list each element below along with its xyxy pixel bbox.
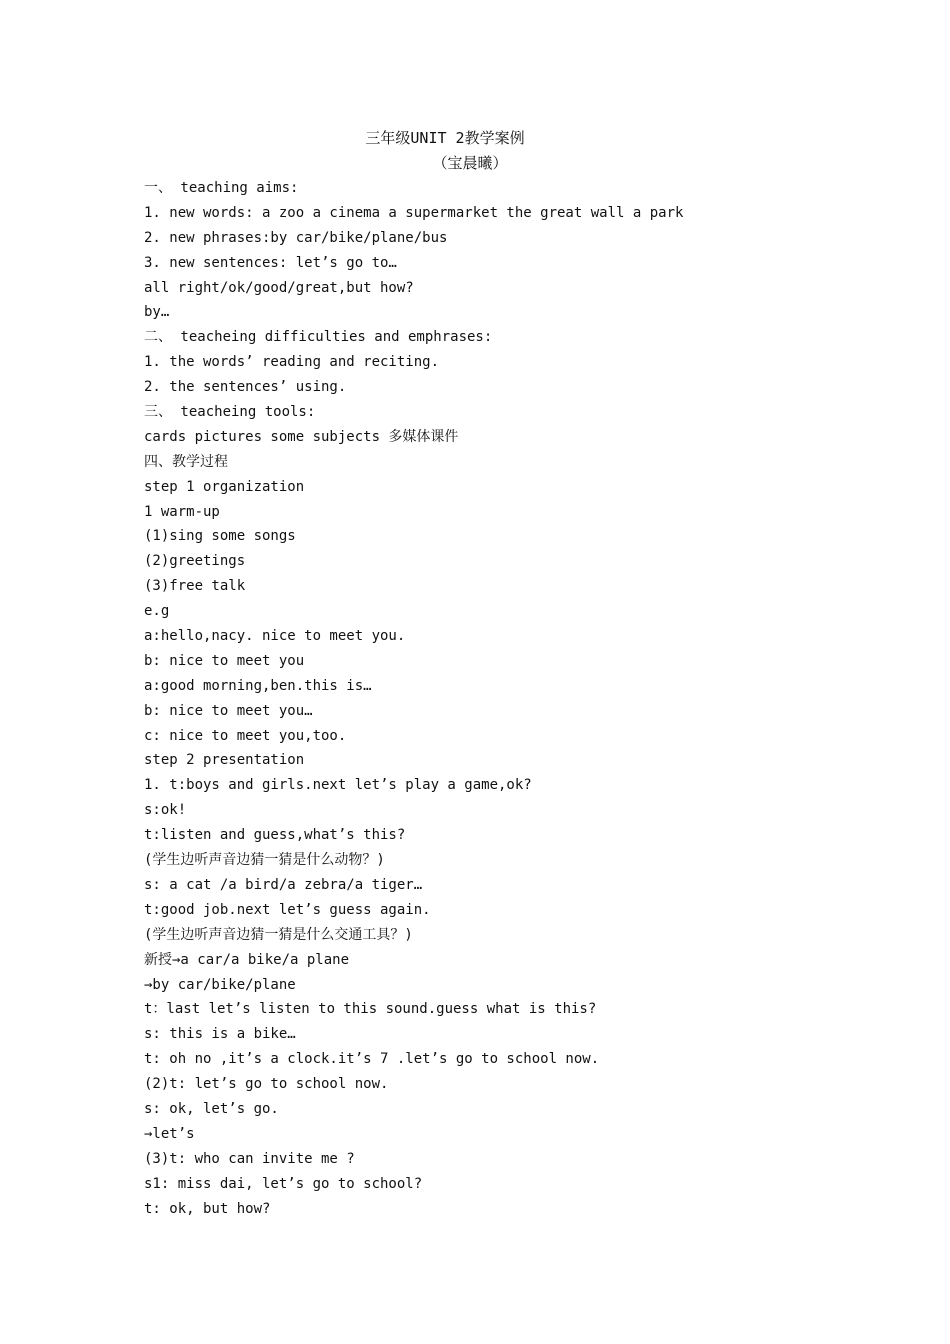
text-line: (2)greetings <box>144 553 246 570</box>
text-line: 3. new sentences: let’s go to… <box>144 254 397 271</box>
text-line: s: a cat /a bird/a zebra/a tiger… <box>144 876 423 893</box>
text-line: a:hello,nacy. nice to meet you. <box>144 628 406 645</box>
text-line: e.g <box>144 603 170 620</box>
text-line: (3)t: who can invite me ? <box>144 1150 355 1167</box>
text-line: t:good job.next let’s guess again. <box>144 901 431 918</box>
text-line: t:listen and guess,what’s this? <box>144 827 406 844</box>
text-line: t: oh no ,it’s a clock.it’s 7 .let’s go to school now. <box>144 1051 600 1068</box>
text-line: 2. the sentences’ using. <box>144 379 347 396</box>
text-line: step 1 organization <box>144 478 305 495</box>
text-line: step 2 presentation <box>144 752 305 769</box>
text-line: s: this is a bike… <box>144 1026 296 1043</box>
text-line: →by car/bike/plane <box>144 976 296 993</box>
text-line: (2)t: let’s go to school now. <box>144 1076 389 1093</box>
text-line: all right/ok/good/great,but how? <box>144 279 414 296</box>
text-line: s:ok! <box>144 802 187 819</box>
text-line: by… <box>144 304 170 321</box>
text-line: 一、 teaching aims: <box>144 180 299 196</box>
text-line: a:good morning,ben.this is… <box>144 677 372 694</box>
text-line: 四、教学过程 <box>144 453 228 470</box>
text-line: 1. t:boys and girls.next let’s play a game,ok? <box>144 777 532 794</box>
text-line: (学生边听声音边猜一猜是什么交通工具？) <box>144 926 413 943</box>
document-body <box>144 178 924 1223</box>
text-line: 1. the words’ reading and reciting. <box>144 354 440 371</box>
text-line: 1. new words: a zoo a cinema a supermarket the great wall a park <box>144 204 684 221</box>
text-line: s1: miss dai, let’s go to school? <box>144 1175 423 1192</box>
text-line: 新授→a car/a bike/a plane <box>144 951 350 968</box>
text-line: s: ok, let’s go. <box>144 1100 279 1117</box>
text-line: 二、 teacheing difficulties and emphrases: <box>144 329 493 346</box>
text-line: 1 warm-up <box>144 503 220 520</box>
text-line: t: ok, but how? <box>144 1200 271 1217</box>
text-line: 2. new phrases:by car/bike/plane/bus <box>144 229 448 246</box>
text-line: b: nice to meet you… <box>144 702 313 719</box>
text-line: c: nice to meet you,too. <box>144 727 347 744</box>
text-line: (学生边听声音边猜一猜是什么动物？) <box>144 852 385 869</box>
text-line: →let’s <box>144 1125 195 1142</box>
text-line: cards pictures some subjects 多媒体课件 <box>144 428 459 445</box>
document-title: 三年级UNIT 2教学案例 <box>365 129 525 147</box>
document-author: （宝晨曦） <box>432 154 508 172</box>
text-line: (3)free talk <box>144 578 246 595</box>
text-line: 三、 teacheing tools: <box>144 404 316 421</box>
text-line: t：last let’s listen to this sound.guess what is this? <box>144 1001 597 1018</box>
text-line: b: nice to meet you <box>144 652 305 669</box>
text-line: (1)sing some songs <box>144 528 296 545</box>
